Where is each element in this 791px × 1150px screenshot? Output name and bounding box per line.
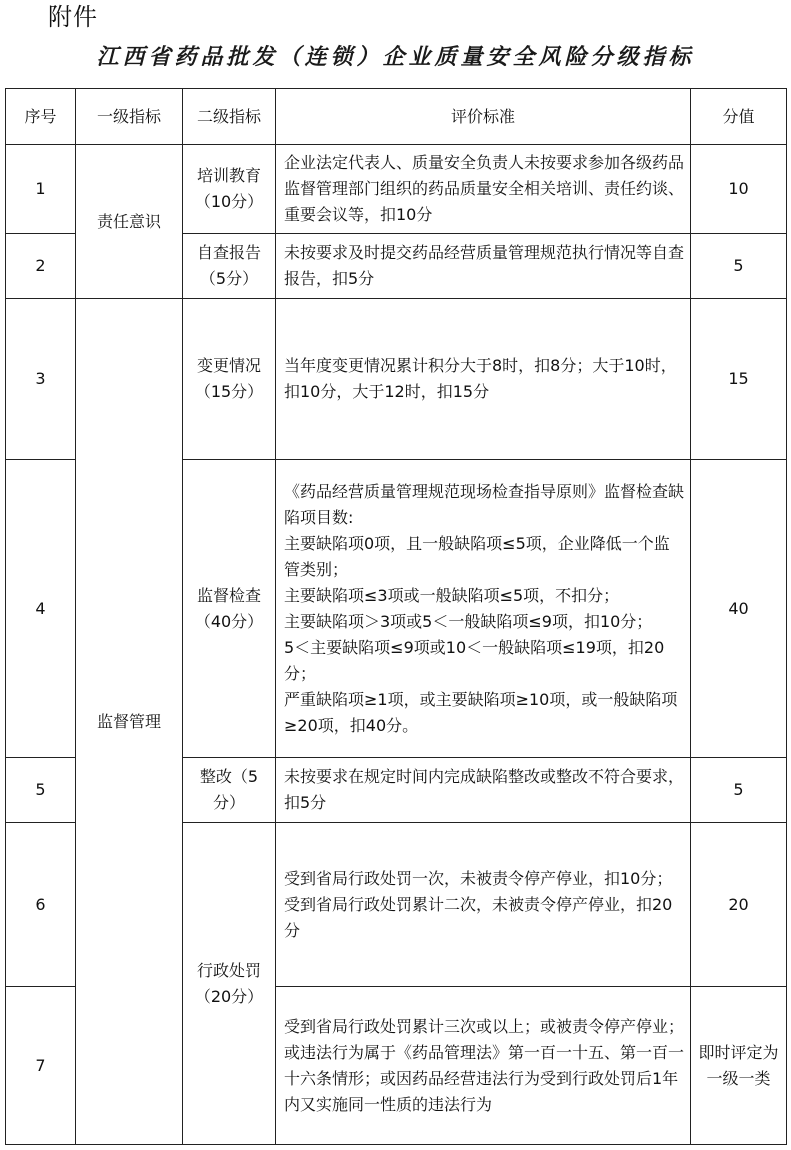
score-value: 40 <box>691 460 787 758</box>
level2-indicator: 变更情况 （15分） <box>183 299 276 460</box>
score-value: 5 <box>691 758 787 823</box>
risk-indicator-table <box>5 88 787 1145</box>
row-number: 1 <box>6 145 76 234</box>
column-header-level1: 一级指标 <box>76 89 183 145</box>
level1-indicator: 监督管理 <box>76 299 183 1145</box>
score-value: 5 <box>691 234 787 299</box>
score-value: 10 <box>691 145 787 234</box>
row-number: 3 <box>6 299 76 460</box>
evaluation-criteria: 《药品经营质量管理规范现场检查指导原则》监督检查缺陷项目数: 主要缺陷项0项，且一般缺陷项≤5项，企业降低一个监管类别； 主要缺陷项≤3项或一般缺陷项≤5项，不扣分； 主要缺陷项＞3项或5＜一般缺陷项≤9项，扣10分； 5＜主要缺陷项≤9项或10＜一般缺陷项≤19项，扣20分； 严重缺陷项≥1项，或主要缺陷项≥10项，或一般缺陷项≥20项，扣40分。 <box>276 460 691 758</box>
row-number: 4 <box>6 460 76 758</box>
table-row <box>6 299 787 460</box>
score-value: 即时评定为一级一类 <box>691 987 787 1145</box>
evaluation-criteria: 未按要求及时提交药品经营质量管理规范执行情况等自查报告，扣5分 <box>276 234 691 299</box>
row-number: 2 <box>6 234 76 299</box>
evaluation-criteria: 当年度变更情况累计积分大于8时，扣8分；大于10时，扣10分，大于12时，扣15分 <box>276 299 691 460</box>
table-row <box>6 145 787 234</box>
score-value: 15 <box>691 299 787 460</box>
level2-indicator: 培训教育 （10分） <box>183 145 276 234</box>
row-number: 7 <box>6 987 76 1145</box>
column-header-no: 序号 <box>6 89 76 145</box>
document-title: 江西省药品批发（连锁）企业质量安全风险分级指标 <box>96 44 695 70</box>
evaluation-criteria: 受到省局行政处罚累计三次或以上；或被责令停产停业；或违法行为属于《药品管理法》第一百一十五、第一百一十六条情形；或因药品经营违法行为受到行政处罚后1年内又实施同一性质的违法行为 <box>276 987 691 1145</box>
table-header-row <box>6 89 787 145</box>
evaluation-criteria: 未按要求在规定时间内完成缺陷整改或整改不符合要求，扣5分 <box>276 758 691 823</box>
attachment-heading: 附件 <box>48 3 98 31</box>
evaluation-criteria: 企业法定代表人、质量安全负责人未按要求参加各级药品监督管理部门组织的药品质量安全相关培训、责任约谈、重要会议等，扣10分 <box>276 145 691 234</box>
row-number: 6 <box>6 823 76 987</box>
level2-indicator: 行政处罚 （20分） <box>183 823 276 1145</box>
row-number: 5 <box>6 758 76 823</box>
level2-indicator: 自查报告 （5分） <box>183 234 276 299</box>
level1-indicator: 责任意识 <box>76 145 183 299</box>
level2-indicator: 监督检查 （40分） <box>183 460 276 758</box>
score-value: 20 <box>691 823 787 987</box>
column-header-level2: 二级指标 <box>183 89 276 145</box>
column-header-score: 分值 <box>691 89 787 145</box>
column-header-criteria: 评价标准 <box>276 89 691 145</box>
level2-indicator: 整改（5 分） <box>183 758 276 823</box>
evaluation-criteria: 受到省局行政处罚一次，未被责令停产停业，扣10分；受到省局行政处罚累计二次，未被责令停产停业，扣20分 <box>276 823 691 987</box>
